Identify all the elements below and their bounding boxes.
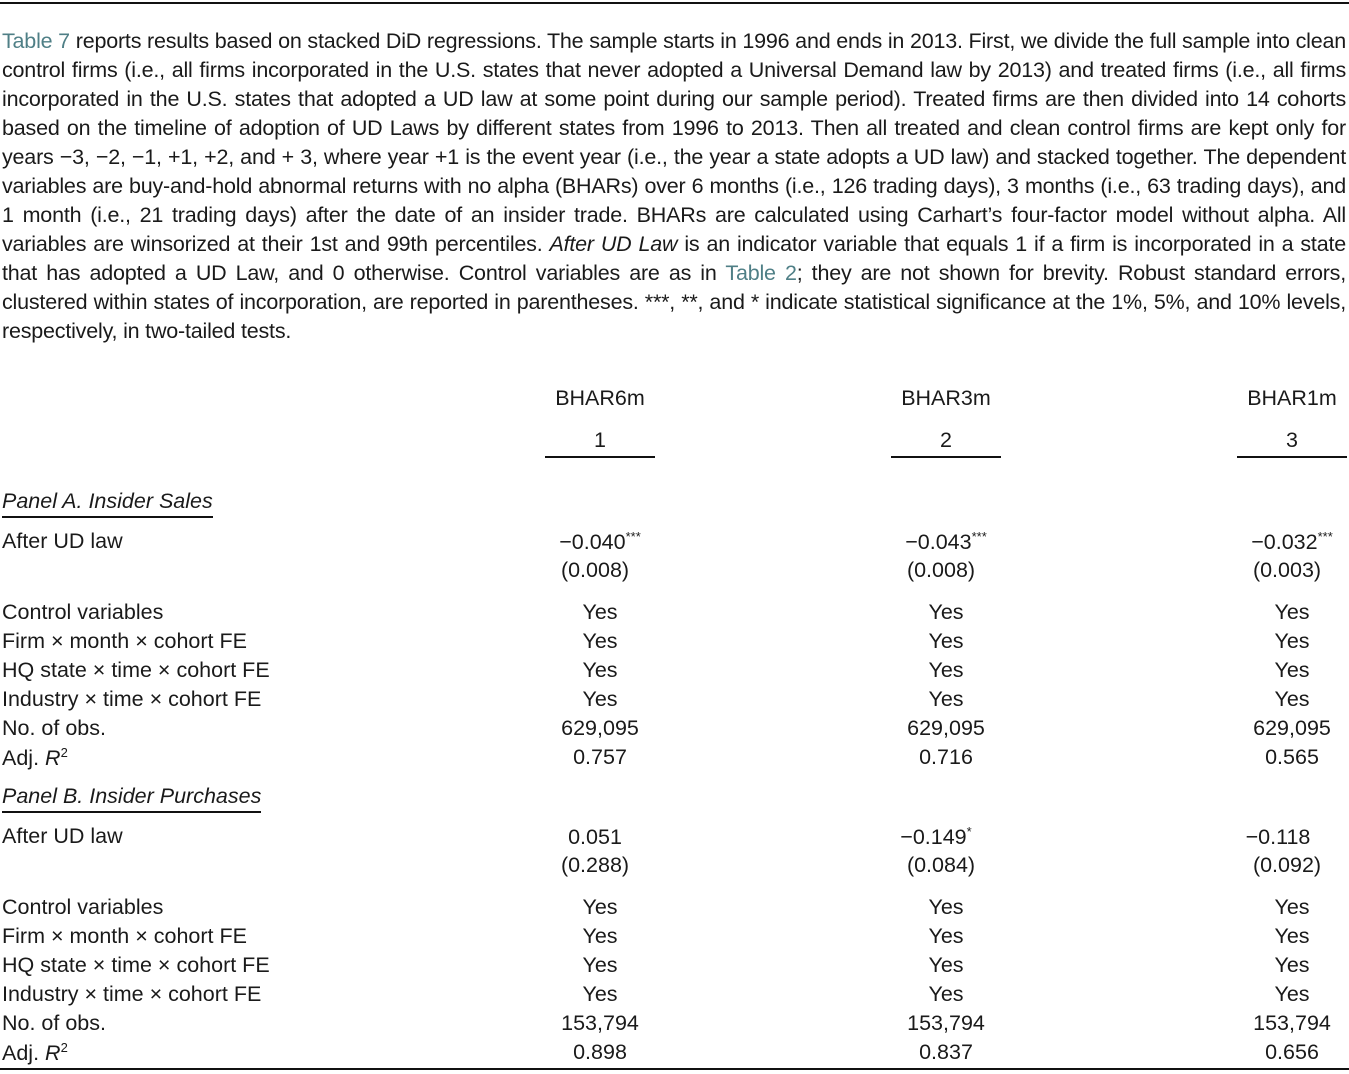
cell-value: Yes xyxy=(1274,953,1310,977)
cell-value: Yes xyxy=(1274,600,1310,624)
cell-value: 0.716 xyxy=(919,745,973,769)
panel-a-title: Panel A. Insider Sales xyxy=(2,489,213,518)
row-label-adj-r2: Adj. $R^2$ xyxy=(2,1040,68,1066)
panel-b-title: Panel B. Insider Purchases xyxy=(2,784,261,813)
row-label-hq-fe: HQ state × time × cohort FE xyxy=(2,658,270,682)
cell-coef: −0.043*** xyxy=(905,529,987,555)
caption-italic-variable: After UD Law xyxy=(549,232,678,256)
row-label-controls: Control variables xyxy=(2,600,164,624)
cell-se: (0.084) xyxy=(906,853,976,877)
cell-value: Yes xyxy=(1274,658,1310,682)
cell-value: Yes xyxy=(582,924,618,948)
cell-value: Yes xyxy=(928,687,964,711)
cell-value: Yes xyxy=(582,600,618,624)
cell-value: 629,095 xyxy=(907,716,985,740)
cell-value: Yes xyxy=(582,629,618,653)
bottom-rule xyxy=(0,1068,1349,1070)
cell-value: 629,095 xyxy=(561,716,639,740)
row-label-after-ud: After UD law xyxy=(2,529,123,553)
cell-value: Yes xyxy=(582,953,618,977)
cell-value: Yes xyxy=(1274,924,1310,948)
cell-se: (0.008) xyxy=(906,558,976,582)
cell-value: 629,095 xyxy=(1253,716,1331,740)
cell-value: Yes xyxy=(582,658,618,682)
cell-value: Yes xyxy=(928,629,964,653)
cell-se: (0.003) xyxy=(1252,558,1322,582)
column-rule-3 xyxy=(1237,456,1347,458)
cell-coef: −0.149* xyxy=(900,824,972,850)
cell-value: 153,794 xyxy=(907,1011,985,1035)
cell-coef: −0.118 xyxy=(1245,825,1311,850)
cell-value: Yes xyxy=(1274,629,1310,653)
column-number-2: 2 xyxy=(940,428,952,452)
cell-se: (0.092) xyxy=(1252,853,1322,877)
cell-value: Yes xyxy=(928,658,964,682)
column-number-3: 3 xyxy=(1286,428,1298,452)
cell-value: Yes xyxy=(582,687,618,711)
cell-value: Yes xyxy=(1274,982,1310,1006)
table2-link[interactable]: Table 2 xyxy=(725,261,797,285)
column-header-bhar6m: BHAR6m xyxy=(555,386,645,410)
cell-value: Yes xyxy=(1274,687,1310,711)
cell-coef: 0.051 xyxy=(568,825,622,850)
row-label-after-ud: After UD law xyxy=(2,824,123,848)
row-label-firm-fe: Firm × month × cohort FE xyxy=(2,629,247,653)
top-rule xyxy=(0,2,1349,4)
cell-value: 0.757 xyxy=(573,745,627,769)
column-number-1: 1 xyxy=(594,428,606,452)
row-label-nobs: No. of obs. xyxy=(2,1011,106,1035)
cell-value: Yes xyxy=(582,982,618,1006)
cell-value: 153,794 xyxy=(561,1011,639,1035)
column-header-bhar3m: BHAR3m xyxy=(901,386,991,410)
row-label-nobs: No. of obs. xyxy=(2,716,106,740)
cell-value: 0.837 xyxy=(919,1040,973,1064)
row-label-adj-r2: Adj. $R^2$ xyxy=(2,745,68,771)
caption-text-1: reports results based on stacked DiD regressions. The sample starts in 1996 and ends in 2013. First, we divide the full sample into clean control firms (i.e., all firms incorporated in the U.S. states that never adopted a Universal Demand law by 2013) and treated firms (i.e., all firms incorporated in the U.S. states that adopted a UD law at some point during our sample period). Treated firms are then divided into 14 cohorts based on the timeline of adoption of UD Laws by different states from 1996 to 2013. Then all treated and clean control firms are kept only for years −3, −2, −1, +1, +2, and + 3, where year +1 is the event year (i.e., the year a state adopts a UD law) and stacked together. The dependent variables are buy-and-hold abnormal returns with no alpha (BHARs) over 6 months (i.e., 126 trading days), 3 months (i.e., 63 trading days), and 1 month (i.e., 21 trading days) after the date of an insider trade. BHARs are calculated using Carhart’s four-factor model without alpha. All variables are winsorized at their 1st and 99th percentiles. xyxy=(2,29,1346,256)
cell-value: Yes xyxy=(928,953,964,977)
row-label-controls: Control variables xyxy=(2,895,164,919)
row-label-hq-fe: HQ state × time × cohort FE xyxy=(2,953,270,977)
cell-value: 0.656 xyxy=(1265,1040,1319,1064)
cell-value: 0.898 xyxy=(573,1040,627,1064)
table7-link[interactable]: Table 7 xyxy=(2,29,70,53)
table-caption xyxy=(2,27,1346,346)
cell-value: Yes xyxy=(928,982,964,1006)
column-header-bhar1m: BHAR1m xyxy=(1247,386,1337,410)
cell-value: Yes xyxy=(582,895,618,919)
column-rule-1 xyxy=(545,456,655,458)
row-label-firm-fe: Firm × month × cohort FE xyxy=(2,924,247,948)
cell-coef: −0.032*** xyxy=(1251,529,1333,555)
cell-coef: −0.040*** xyxy=(559,529,641,555)
cell-value: 0.565 xyxy=(1265,745,1319,769)
cell-value: Yes xyxy=(928,924,964,948)
cell-se: (0.008) xyxy=(560,558,630,582)
caption-text-2: is an indicator variable that equals 1 if a firm is incorporated in a state that has adopted a UD Law, and 0 otherwise. Control variables are as in xyxy=(2,232,1346,285)
column-rule-2 xyxy=(891,456,1001,458)
cell-value: 153,794 xyxy=(1253,1011,1331,1035)
row-label-industry-fe: Industry × time × cohort FE xyxy=(2,982,262,1006)
cell-value: Yes xyxy=(928,600,964,624)
cell-value: Yes xyxy=(1274,895,1310,919)
row-label-industry-fe: Industry × time × cohort FE xyxy=(2,687,262,711)
cell-se: (0.288) xyxy=(560,853,630,877)
caption-text-3: ; they are not shown for brevity. Robust standard errors, clustered within states of incorporation, are reported in parentheses. ***, **, and * indicate statistical significance at the 1%, 5%, and 10% levels, respectively, in two-tailed tests. xyxy=(2,261,1346,343)
cell-value: Yes xyxy=(928,895,964,919)
